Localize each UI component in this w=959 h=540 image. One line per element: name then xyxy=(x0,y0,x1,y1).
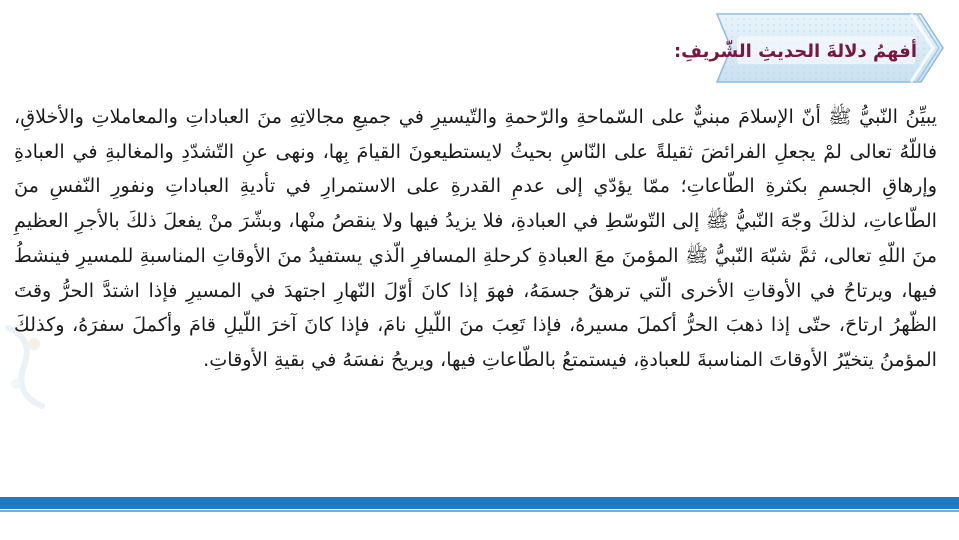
section-banner xyxy=(673,10,947,86)
section-title: أفهمُ دلالةَ الحديثِ الشّريفِ: xyxy=(673,41,917,62)
footer-line xyxy=(0,510,959,512)
hadith-explanation-paragraph: يبيِّنُ النّبيُّ ﷺ أنّ الإسلامَ مبنيٌّ على السّماحةِ والرّحمةِ والتّيسيرِ في جميعِ مجالاتِهِ منَ العباداتِ والمعاملاتِ والأخلاقِ، فاللّهُ تعالى لمْ يجعلِ الفرائضَ ثقيلةً على النّاسِ بحيثُ لايستطيعونَ القيامَ بِها، ونهى عنِ التّشدّدِ والمغالبةِ في العبادةِ وإرهاقِ الجسمِ بكثرةِ الطّاعاتِ؛ ممّا يؤدّي إلى عدمِ القدرةِ على الاستمرارِ في تأديةِ العباداتِ ونفورِ النّفسِ منَ الطّاعاتِ، لذلكَ وجّهَ النّبيُّ ﷺ إلى التّوسّطِ في العبادةِ، فلا يزيدُ فيها ولا ينقصُ منْها، وبشّرَ منْ يفعلَ ذلكَ بالأجرِ العظيمِ منَ اللّهِ تعالى، ثمَّ شبّهَ النّبيُّ ﷺ المؤمنَ معَ العبادةِ كرحلةِ المسافرِ الّذي يستفيدُ منَ الأوقاتِ المناسبةِ للمسيرِ فينشطُ فيها، ويرتاحُ في الأوقاتِ الأخرى الّتي ترهقُ جسمَهُ، فهوَ إذا كانَ أوّلَ النّهارِ اجتهدَ في المسيرِ فإذا اشتدَّ الحرُّ وقتَ الظّهرُ ارتاحَ، حتّى إذا ذهبَ الحرُّ أكملَ مسيرهُ، فإذا تَعِبَ منَ اللّيلِ نامَ، فإذا كانَ آخرَ اللّيلِ قامَ وأكملَ سفرَهُ، وكذلكَ المؤمنُ يتخيّرُ الأوقاتَ المناسبةَ للعبادةِ، فيستمتعُ بالطّاعاتِ فيها، ويريحُ نفسَهُ في بقيةِ الأوقاتِ. xyxy=(14,105,937,371)
footer-bar xyxy=(0,497,959,509)
